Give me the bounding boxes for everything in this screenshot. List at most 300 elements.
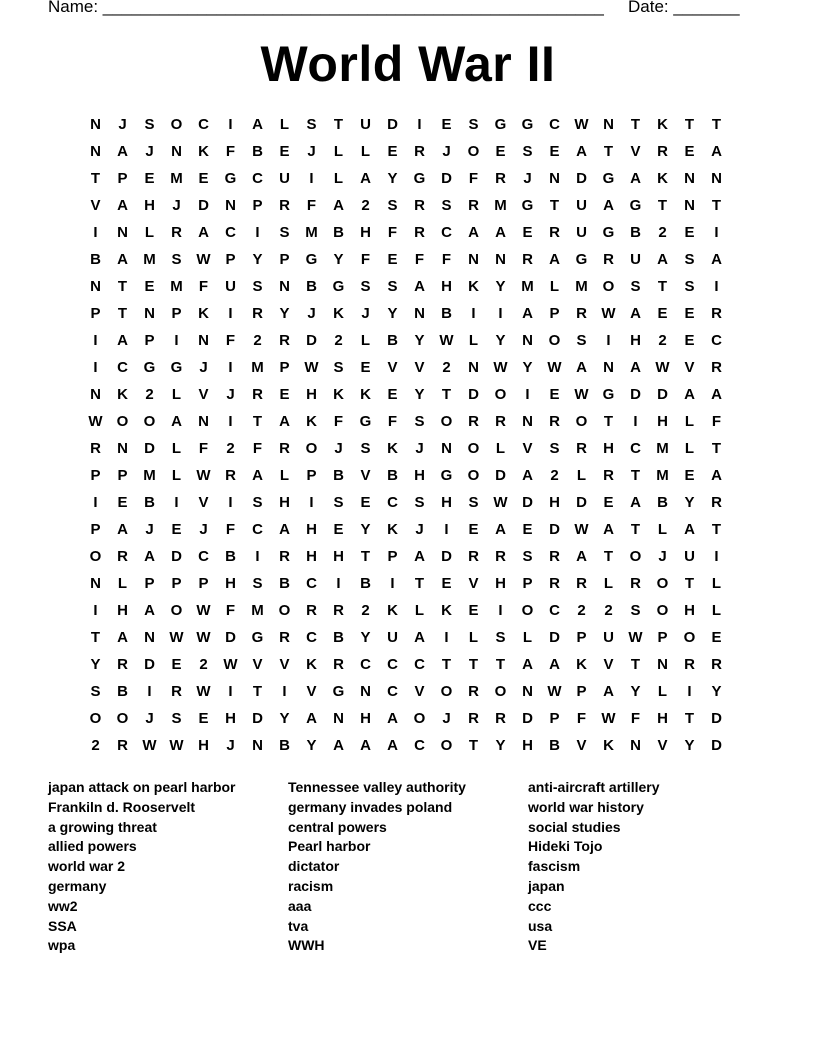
grid-letter: Y <box>279 305 290 322</box>
grid-letter: T <box>117 278 128 295</box>
grid-letter: A <box>522 305 533 322</box>
grid-letter: 2 <box>145 386 154 403</box>
grid-letter: R <box>603 251 614 268</box>
grid-letter: A <box>144 602 155 619</box>
grid-letter: S <box>630 278 641 295</box>
grid-letter: A <box>360 170 371 187</box>
grid-letter: P <box>522 575 533 592</box>
grid-letter: R <box>414 143 425 160</box>
grid-letter: W <box>601 305 616 322</box>
grid-letter: Y <box>684 494 695 511</box>
grid-letter: T <box>657 197 668 214</box>
grid-letter: O <box>116 710 129 727</box>
grid-letter: N <box>333 710 344 727</box>
grid-letter: B <box>333 629 344 646</box>
grid-letter: W <box>493 359 508 376</box>
grid-letter: J <box>334 440 343 457</box>
grid-letter: 2 <box>226 440 235 457</box>
grid-letter: F <box>387 413 398 430</box>
grid-letter: D <box>387 116 398 133</box>
grid-letter: F <box>333 413 344 430</box>
grid-letter: V <box>198 386 209 403</box>
word-list-item: VE <box>528 937 547 954</box>
grid-letter: T <box>630 116 641 133</box>
grid-letter: A <box>711 143 722 160</box>
grid-letter: R <box>225 467 236 484</box>
grid-letter: G <box>251 629 264 646</box>
grid-letter: F <box>225 602 236 619</box>
grid-letter: P <box>549 710 560 727</box>
word-list-item: central powers <box>288 818 387 835</box>
grid-letter: N <box>441 440 452 457</box>
grid-letter: B <box>441 305 452 322</box>
grid-letter: A <box>576 359 587 376</box>
grid-letter: Y <box>360 521 371 538</box>
grid-letter: F <box>414 251 425 268</box>
grid-letter: R <box>117 737 128 754</box>
grid-letter: R <box>657 143 668 160</box>
grid-letter: R <box>279 197 290 214</box>
grid-letter: S <box>360 440 371 457</box>
grid-letter: I <box>498 305 503 322</box>
grid-letter: R <box>252 305 263 322</box>
grid-letter: P <box>252 197 263 214</box>
grid-letter: C <box>414 656 425 673</box>
grid-letter: A <box>522 656 533 673</box>
grid-letter: R <box>333 602 344 619</box>
grid-letter: A <box>333 737 344 754</box>
grid-row <box>82 381 732 408</box>
grid-row <box>82 246 732 273</box>
grid-letter: I <box>228 413 233 430</box>
grid-letter: A <box>522 467 533 484</box>
grid-letter: O <box>305 440 318 457</box>
grid-letter: O <box>656 575 669 592</box>
grid-letter: E <box>603 494 614 511</box>
grid-letter: N <box>603 116 614 133</box>
grid-letter: G <box>170 359 183 376</box>
grid-letter: C <box>711 332 722 349</box>
grid-letter: D <box>711 710 722 727</box>
grid-letter: O <box>440 413 453 430</box>
word-list-item: germany <box>48 877 107 894</box>
grid-row <box>82 705 732 732</box>
grid-letter: G <box>602 386 615 403</box>
grid-letter: U <box>603 629 614 646</box>
grid-letter: O <box>521 602 534 619</box>
grid-letter: W <box>196 683 211 700</box>
grid-letter: V <box>279 656 290 673</box>
word-list-column-2 <box>288 778 466 956</box>
grid-letter: H <box>495 575 506 592</box>
grid-letter: S <box>360 278 371 295</box>
grid-letter: M <box>494 197 507 214</box>
grid-letter: R <box>468 197 479 214</box>
grid-letter: 2 <box>604 602 613 619</box>
grid-letter: E <box>279 386 290 403</box>
grid-letter: U <box>684 548 695 565</box>
grid-letter: R <box>279 332 290 349</box>
grid-letter: R <box>117 656 128 673</box>
grid-letter: D <box>468 386 479 403</box>
grid-letter: B <box>657 494 668 511</box>
grid-letter: I <box>687 683 692 700</box>
grid-letter: D <box>549 521 560 538</box>
grid-letter: C <box>225 224 236 241</box>
grid-letter: J <box>361 305 370 322</box>
grid-letter: H <box>522 737 533 754</box>
grid-letter: I <box>309 494 314 511</box>
grid-letter: A <box>576 143 587 160</box>
grid-letter: W <box>547 359 562 376</box>
grid-row <box>82 570 732 597</box>
grid-letter: D <box>225 629 236 646</box>
grid-letter: P <box>576 683 587 700</box>
grid-letter: A <box>387 710 398 727</box>
grid-letter: L <box>684 413 695 430</box>
grid-letter: O <box>683 629 696 646</box>
grid-letter: T <box>468 656 479 673</box>
grid-letter: N <box>522 413 533 430</box>
word-list-item: tva <box>288 917 309 934</box>
grid-letter: E <box>549 386 560 403</box>
grid-letter: 2 <box>658 224 667 241</box>
grid-letter: F <box>306 197 317 214</box>
grid-letter: B <box>90 251 101 268</box>
grid-letter: K <box>387 602 398 619</box>
grid-letter: J <box>145 710 154 727</box>
grid-letter: A <box>495 521 506 538</box>
grid-letter: C <box>252 170 263 187</box>
grid-letter: O <box>440 737 453 754</box>
grid-letter: J <box>442 143 451 160</box>
grid-letter: V <box>387 359 398 376</box>
grid-letter: F <box>468 170 479 187</box>
grid-letter: V <box>414 359 425 376</box>
grid-letter: R <box>603 467 614 484</box>
grid-letter: S <box>468 116 479 133</box>
grid-letter: Y <box>90 656 101 673</box>
grid-letter: Y <box>306 737 317 754</box>
grid-letter: S <box>441 197 452 214</box>
grid-letter: E <box>279 143 290 160</box>
grid-letter: S <box>144 116 155 133</box>
grid-letter: W <box>142 737 157 754</box>
grid-letter: A <box>252 116 263 133</box>
grid-letter: D <box>144 440 155 457</box>
grid-letter: Y <box>414 332 425 349</box>
grid-letter: R <box>468 413 479 430</box>
grid-letter: A <box>117 197 128 214</box>
grid-letter: H <box>198 737 209 754</box>
grid-letter: I <box>309 170 314 187</box>
grid-letter: D <box>171 548 182 565</box>
word-list-item: a growing threat <box>48 818 157 835</box>
grid-letter: W <box>196 602 211 619</box>
grid-letter: Y <box>630 683 641 700</box>
grid-letter: 2 <box>361 602 370 619</box>
grid-letter: F <box>576 710 587 727</box>
grid-letter: I <box>174 494 179 511</box>
grid-row <box>82 435 732 462</box>
grid-letter: H <box>306 521 317 538</box>
grid-letter: A <box>117 629 128 646</box>
grid-letter: T <box>252 413 263 430</box>
grid-letter: P <box>387 548 398 565</box>
grid-letter: O <box>440 683 453 700</box>
grid-letter: M <box>521 278 534 295</box>
grid-letter: H <box>657 413 668 430</box>
grid-letter: R <box>576 440 587 457</box>
grid-letter: P <box>657 629 668 646</box>
grid-letter: M <box>143 467 156 484</box>
grid-letter: W <box>88 413 103 430</box>
grid-letter: H <box>441 278 452 295</box>
grid-letter: L <box>171 467 182 484</box>
grid-letter: N <box>225 197 236 214</box>
grid-letter: G <box>494 116 507 133</box>
word-list-item: allied powers <box>48 838 137 855</box>
grid-letter: R <box>522 251 533 268</box>
grid-letter: J <box>307 305 316 322</box>
word-list-item: Hideki Tojo <box>528 838 603 855</box>
grid-letter: W <box>655 359 670 376</box>
grid-letter: I <box>525 386 530 403</box>
word-list-item: ccc <box>528 897 552 914</box>
date-field-line: Date: _______ <box>628 0 740 16</box>
grid-letter: I <box>336 575 341 592</box>
grid-row <box>82 192 732 219</box>
grid-row <box>82 354 732 381</box>
grid-letter: P <box>576 629 587 646</box>
grid-letter: F <box>252 440 263 457</box>
grid-letter: W <box>304 359 319 376</box>
grid-letter: K <box>441 602 452 619</box>
grid-letter: L <box>171 386 182 403</box>
word-list-item: wpa <box>48 937 76 954</box>
grid-letter: F <box>198 278 209 295</box>
grid-letter: N <box>279 278 290 295</box>
grid-letter: N <box>198 332 209 349</box>
grid-letter: A <box>549 251 560 268</box>
grid-letter: B <box>387 467 398 484</box>
grid-letter: E <box>333 521 344 538</box>
grid-letter: J <box>658 548 667 565</box>
grid-letter: W <box>169 737 184 754</box>
word-search-grid <box>82 111 732 759</box>
grid-letter: E <box>684 305 695 322</box>
grid-letter: C <box>117 359 128 376</box>
grid-letter: O <box>467 440 480 457</box>
grid-letter: P <box>279 251 290 268</box>
grid-letter: N <box>360 683 371 700</box>
grid-letter: K <box>387 440 398 457</box>
grid-letter: O <box>467 143 480 160</box>
grid-letter: W <box>547 683 562 700</box>
grid-row <box>82 543 732 570</box>
grid-letter: U <box>630 251 641 268</box>
grid-letter: S <box>522 143 533 160</box>
grid-letter: Y <box>252 251 263 268</box>
grid-letter: N <box>252 737 263 754</box>
grid-letter: N <box>630 737 641 754</box>
grid-letter: O <box>548 332 561 349</box>
word-list-item: dictator <box>288 858 340 875</box>
grid-letter: R <box>468 710 479 727</box>
grid-letter: C <box>387 494 398 511</box>
grid-letter: B <box>630 224 641 241</box>
grid-letter: K <box>360 386 371 403</box>
grid-letter: N <box>684 170 695 187</box>
grid-letter: N <box>90 386 101 403</box>
name-field-line: Name: _____________________________________________________ <box>48 0 604 16</box>
grid-letter: E <box>198 710 209 727</box>
grid-row <box>82 219 732 246</box>
grid-letter: G <box>629 197 642 214</box>
grid-letter: L <box>468 629 479 646</box>
grid-row <box>82 300 732 327</box>
grid-letter: R <box>279 548 290 565</box>
grid-letter: 2 <box>658 332 667 349</box>
grid-letter: N <box>90 116 101 133</box>
grid-letter: M <box>143 251 156 268</box>
word-list-item: SSA <box>48 917 77 934</box>
grid-letter: K <box>576 656 587 673</box>
grid-letter: G <box>575 251 588 268</box>
grid-letter: B <box>333 224 344 241</box>
grid-letter: A <box>171 413 182 430</box>
grid-letter: T <box>630 521 641 538</box>
grid-letter: S <box>171 710 182 727</box>
grid-row <box>82 408 732 435</box>
grid-letter: P <box>279 359 290 376</box>
grid-letter: Y <box>711 683 722 700</box>
grid-letter: R <box>306 602 317 619</box>
grid-letter: U <box>225 278 236 295</box>
grid-letter: R <box>279 629 290 646</box>
grid-letter: E <box>441 116 452 133</box>
grid-letter: N <box>468 359 479 376</box>
grid-letter: W <box>574 521 589 538</box>
grid-letter: C <box>549 116 560 133</box>
grid-letter: S <box>90 683 101 700</box>
grid-letter: E <box>684 224 695 241</box>
grid-letter: A <box>252 467 263 484</box>
word-list-item: Tennessee valley authority <box>288 779 466 795</box>
grid-letter: F <box>441 251 452 268</box>
grid-letter: J <box>199 359 208 376</box>
grid-letter: A <box>711 467 722 484</box>
grid-letter: P <box>225 251 236 268</box>
grid-letter: J <box>172 197 181 214</box>
grid-letter: D <box>630 386 641 403</box>
grid-letter: P <box>90 467 101 484</box>
grid-letter: T <box>90 170 101 187</box>
word-list-item: germany invades poland <box>288 798 453 815</box>
grid-letter: Y <box>522 359 533 376</box>
grid-letter: M <box>656 440 669 457</box>
grid-letter: E <box>387 386 398 403</box>
grid-letter: E <box>495 143 506 160</box>
grid-letter: S <box>414 494 425 511</box>
grid-letter: V <box>360 467 371 484</box>
grid-letter: S <box>387 197 398 214</box>
grid-letter: I <box>228 359 233 376</box>
grid-letter: C <box>306 575 317 592</box>
grid-letter: N <box>90 143 101 160</box>
grid-letter: G <box>602 224 615 241</box>
grid-row <box>82 597 732 624</box>
grid-letter: A <box>684 521 695 538</box>
grid-letter: J <box>415 440 424 457</box>
grid-letter: G <box>359 413 372 430</box>
grid-letter: D <box>495 467 506 484</box>
grid-letter: Y <box>414 386 425 403</box>
word-list-item: racism <box>288 877 334 894</box>
grid-letter: H <box>306 548 317 565</box>
grid-letter: T <box>711 440 722 457</box>
grid-letter: O <box>278 602 291 619</box>
grid-letter: B <box>144 494 155 511</box>
grid-letter: T <box>684 575 695 592</box>
grid-letter: C <box>549 602 560 619</box>
grid-letter: R <box>576 305 587 322</box>
grid-letter: E <box>657 305 668 322</box>
grid-letter: A <box>414 548 425 565</box>
word-list-item: world war history <box>528 798 644 815</box>
grid-letter: A <box>603 683 614 700</box>
grid-letter: D <box>252 710 263 727</box>
grid-letter: A <box>630 305 641 322</box>
grid-letter: E <box>171 656 182 673</box>
grid-letter: O <box>602 278 615 295</box>
grid-letter: B <box>117 683 128 700</box>
grid-row <box>82 651 732 678</box>
grid-letter: B <box>306 278 317 295</box>
grid-letter: C <box>387 656 398 673</box>
grid-letter: S <box>252 278 263 295</box>
grid-letter: V <box>630 143 641 160</box>
grid-letter: I <box>498 602 503 619</box>
grid-letter: K <box>657 116 668 133</box>
grid-letter: A <box>144 548 155 565</box>
grid-letter: G <box>521 116 534 133</box>
grid-letter: O <box>143 413 156 430</box>
grid-letter: D <box>441 170 452 187</box>
grid-letter: B <box>333 467 344 484</box>
grid-letter: D <box>306 332 317 349</box>
grid-letter: V <box>90 197 101 214</box>
grid-letter: S <box>333 359 344 376</box>
grid-letter: O <box>413 710 426 727</box>
grid-letter: O <box>89 548 102 565</box>
grid-letter: N <box>90 575 101 592</box>
grid-letter: H <box>225 710 236 727</box>
grid-letter: I <box>390 575 395 592</box>
grid-letter: E <box>171 521 182 538</box>
grid-letter: P <box>198 575 209 592</box>
grid-letter: J <box>145 143 154 160</box>
grid-letter: S <box>252 575 263 592</box>
grid-letter: R <box>252 386 263 403</box>
grid-letter: Y <box>333 251 344 268</box>
grid-letter: E <box>522 521 533 538</box>
grid-letter: Y <box>495 278 506 295</box>
grid-letter: M <box>575 278 588 295</box>
grid-letter: Y <box>495 332 506 349</box>
grid-letter: M <box>656 467 669 484</box>
grid-letter: A <box>306 710 317 727</box>
